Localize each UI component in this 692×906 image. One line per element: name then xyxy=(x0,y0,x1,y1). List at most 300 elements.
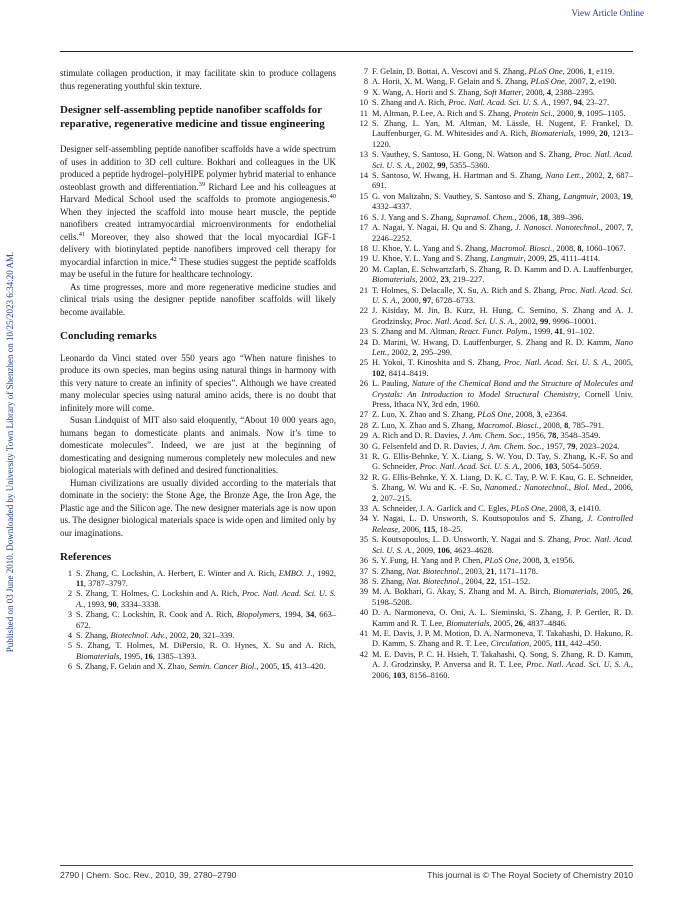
reference-source: Biopolymers xyxy=(236,610,280,620)
reference-item xyxy=(356,452,633,473)
reference-item xyxy=(356,244,633,254)
reference-text: , 1997, xyxy=(548,98,574,108)
reference-number: 22 xyxy=(359,306,368,316)
reference-text: , 2000, xyxy=(552,108,578,118)
reference-volume: 7 xyxy=(626,223,631,233)
reference-text: , 23–27. xyxy=(581,98,610,108)
reference-item xyxy=(356,88,633,98)
reference-text: , 2005, xyxy=(256,662,282,672)
reference-text: , 1994, xyxy=(279,610,306,620)
reference-number: 41 xyxy=(359,628,368,638)
reference-item xyxy=(356,119,633,150)
reference-item xyxy=(356,265,633,286)
reference-item xyxy=(356,327,633,337)
reference-text: M. Altman, P. Lee, A. Rich and S. Zhang, xyxy=(372,108,514,118)
reference-text: S. Y. Fung, H. Yang and P. Chen, xyxy=(372,556,485,566)
reference-number: 2 xyxy=(67,589,72,599)
reference-number: 14 xyxy=(359,171,368,181)
reference-volume: 3 xyxy=(536,410,541,420)
reference-text: , 1213–1220. xyxy=(372,129,633,149)
reference-text: S. Zhang and A. Rich, xyxy=(372,98,449,108)
reference-text: S. Zhang, xyxy=(372,566,407,576)
left-column xyxy=(60,67,336,673)
reference-text: , e1410. xyxy=(574,504,602,514)
section-heading-concluding: Concluding remarks xyxy=(60,330,157,342)
reference-text: , 2006, xyxy=(514,212,540,222)
reference-number: 28 xyxy=(359,420,368,430)
reference-volume: 19 xyxy=(622,191,631,201)
reference-text: , 321–339. xyxy=(198,630,235,640)
reference-text: , 2008, xyxy=(521,87,547,97)
reference-text: , 5054–5059. xyxy=(557,462,602,472)
reference-volume: 106 xyxy=(437,545,450,555)
reference-volume: 15 xyxy=(281,662,290,672)
reference-source: J. Controlled Release xyxy=(372,514,634,534)
reference-number: 26 xyxy=(359,379,368,389)
reference-item xyxy=(356,171,633,192)
reference-source: Circulation xyxy=(490,639,530,649)
reference-text: , e190. xyxy=(594,77,617,87)
reference-text: , 2006, xyxy=(562,67,588,76)
citation-42[interactable]: 42 xyxy=(170,255,177,263)
reference-source: PLoS One xyxy=(530,77,565,87)
intro-paragraph: stimulate collagen production, it may facilitate skin to produce collagens thus regenerating youthful skin texture. xyxy=(60,68,336,91)
reference-number: 38 xyxy=(359,576,368,586)
reference-text: , 1060–1067. xyxy=(581,243,626,253)
reference-text: , 663–672. xyxy=(76,610,337,630)
reference-text: S. Zhang, L. Yan, M. Altman, M. Lässle, H. Nugent, F. Frankel, D. Lauffenburger, G. M. Whitesides and A. Rich, xyxy=(372,119,633,139)
reference-text: , 2006, xyxy=(372,660,633,680)
reference-item xyxy=(356,98,633,108)
reference-text: , 8414–8419. xyxy=(384,368,429,378)
reference-item xyxy=(356,514,633,535)
reference-number: 40 xyxy=(359,608,368,618)
concluding-paragraph-1: Leonardo da Vinci stated over 550 years ago “When nature finishes to produce its own species, man begins using natural things in harmony with this very nature to create an infinity of species”. Although we have created many molecular species using natural amino acids, there is no doubt that infinitely more will come. xyxy=(60,352,336,413)
reference-volume: 2 xyxy=(589,77,595,87)
reference-text: S. J. Yang and S. Zhang, xyxy=(372,212,456,222)
reference-volume: 9 xyxy=(577,108,582,118)
reference-item xyxy=(356,358,633,379)
reference-text: , 1385–1393. xyxy=(152,651,197,661)
reference-item xyxy=(356,577,633,587)
reference-number: 42 xyxy=(359,649,368,659)
reference-text: , 219–227. xyxy=(448,275,485,285)
reference-item xyxy=(60,641,336,662)
reference-volume: 41 xyxy=(554,327,563,337)
reference-text: L. Pauling, xyxy=(372,379,412,389)
reference-text: , 2002, xyxy=(581,171,608,181)
reference-number: 6 xyxy=(67,662,72,672)
reference-text: , 1993, xyxy=(83,599,109,609)
references-list-left xyxy=(60,569,336,673)
reference-text: , 1095–1105. xyxy=(581,108,626,118)
reference-item xyxy=(356,473,633,504)
reference-volume: 3 xyxy=(543,556,548,566)
reference-volume: 3 xyxy=(570,504,575,514)
reference-item xyxy=(356,67,633,77)
reference-number: 32 xyxy=(359,472,368,482)
reference-item xyxy=(356,421,633,431)
reference-source: Proc. Natl. Acad. Sci. U. S. A. xyxy=(76,589,336,609)
reference-source: Biomaterials xyxy=(446,618,490,628)
reference-volume: 26 xyxy=(514,618,523,628)
reference-text: , e2364. xyxy=(540,410,568,420)
reference-item xyxy=(356,306,633,327)
footer-citation: 2790 | Chem. Soc. Rev., 2010, 39, 2780–2790 xyxy=(60,870,237,880)
reference-text: , 2002, xyxy=(412,160,438,170)
reference-text: , 1171–1178. xyxy=(494,566,538,576)
reference-text: , 4837–4846. xyxy=(522,618,567,628)
reference-source: Proc. Natl. Acad. Sci. U. S. A. xyxy=(372,285,634,305)
reference-volume: 20 xyxy=(190,630,199,640)
reference-text: , 3334–3338. xyxy=(116,599,161,609)
reference-volume: 2 xyxy=(607,171,612,181)
reference-text: S. Zhang, C. Lockshin, A. Herbert, E. Winter and A. Rich, xyxy=(76,568,279,578)
reference-text: , 1999, xyxy=(573,129,600,139)
reference-number: 34 xyxy=(359,514,368,524)
reference-text: , 2004, xyxy=(461,576,487,586)
reference-text: , Cornell Univ. Press, Ithaca NY, 3rd edn, 1960. xyxy=(372,389,633,409)
reference-number: 39 xyxy=(359,587,368,597)
reference-item xyxy=(356,608,633,629)
reference-number: 35 xyxy=(359,535,368,545)
reference-source: Supramol. Chem. xyxy=(456,212,515,222)
concluding-paragraph-3: Human civilizations are usually divided according to the materials that dominate in the society: the Stone Age, the Bronze Age, the Iron Age, the Plastic age and the Silicon age. The new designer materials age is now upon us. The designer biological materials space is wide open and limited only by our imaginations. xyxy=(60,477,336,538)
reference-text: U. Khoe, Y. L. Yang and S. Zhang, xyxy=(372,243,491,253)
reference-number: 17 xyxy=(359,223,368,233)
reference-volume: 2 xyxy=(372,493,377,503)
reference-text: S. Zhang, xyxy=(76,630,111,640)
reference-text: , 18–25. xyxy=(435,524,463,534)
view-article-online-link[interactable]: View Article Online xyxy=(571,8,644,18)
reference-volume: 8 xyxy=(564,420,569,430)
reference-source: Biomaterials xyxy=(372,275,416,285)
reference-number: 16 xyxy=(359,212,368,222)
reference-text: , 5355–5360. xyxy=(445,160,490,170)
reference-text: J. Kisiday, M. Jin, B. Kurz, H. Hung, C. Semino, S. Zhang and A. J. Grodzinsky, xyxy=(372,306,633,326)
reference-text: G. von Maltzahn, S. Vauthey, S. Santoso and S. Zhang, xyxy=(372,191,564,201)
reference-volume: 111 xyxy=(554,639,566,649)
reference-item xyxy=(356,213,633,223)
reference-source: Langmuir xyxy=(490,254,524,264)
reference-source: J. Am. Chem. Soc. xyxy=(480,441,542,451)
reference-number: 15 xyxy=(359,191,368,201)
reference-text: , 1999, xyxy=(529,327,555,337)
reference-number: 20 xyxy=(359,264,368,274)
reference-text: U. Khoe, Y. L. Yang and S. Zhang, xyxy=(372,254,491,264)
reference-text: , 2007, xyxy=(564,77,590,87)
reference-text: , 2009, xyxy=(523,254,549,264)
reference-source: Nano Lett. xyxy=(372,337,633,357)
reference-item xyxy=(356,254,633,264)
reference-source: Langmuir xyxy=(563,191,597,201)
reference-text: , 207–215. xyxy=(376,493,412,503)
reference-text: , 2008, xyxy=(511,410,537,420)
header-rule xyxy=(60,51,633,52)
reference-text: , 2023–2024. xyxy=(575,441,620,451)
reference-text: , 3548–3549. xyxy=(556,431,601,441)
reference-item xyxy=(60,589,336,610)
reference-text: , 2008, xyxy=(552,243,578,253)
reference-volume: 23 xyxy=(440,275,449,285)
reference-number: 8 xyxy=(363,77,368,87)
reference-text: S. Zhang, T. Holmes, M. DiPersio, R. O. Hynes, X. Su and A. Rich, xyxy=(76,641,336,651)
reference-volume: 102 xyxy=(372,368,385,378)
reference-text: A. Schneider, J. A. Garlick and C. Egles, xyxy=(372,504,511,514)
reference-text: , 2006, xyxy=(398,524,424,534)
reference-text: , 8156–8160. xyxy=(405,670,450,680)
reference-item xyxy=(356,109,633,119)
reference-volume: 18 xyxy=(539,212,548,222)
reference-number: 19 xyxy=(359,254,368,264)
reference-text: , 9996–10001. xyxy=(548,316,597,326)
reference-text: , 4623–4628. xyxy=(449,545,494,555)
reference-text: T. Holmes, S. Delacalle, X. Su, A. Rich and S. Zhang, xyxy=(372,285,560,295)
reference-source: Biomaterials xyxy=(553,587,597,597)
reference-text: S. Zhang, F. Gelain and X. Zhao, xyxy=(76,662,189,672)
reference-volume: 22 xyxy=(486,576,495,586)
scaffolds-paragraph-1: Designer self-assembling peptide nanofiber scaffolds have a wide spectrum of uses in addition to 3D cell culture. Bokhari and colleagues in the UK produced a peptide hydrogel–polyHIPE polymer hybrid material to enhance osteoblast growth and differentiation.$^{39}$ Richard Lee and his colleagues at Harvard Medical School used the scaffolds to promote angiogenesis.$^{40}$ When they injected the scaffold into mouse heart muscle, the peptide nanofibers created intramyocardial microenvironments for endothelial cells.$^{41}$ Moreover, they also showed that the local myocardial IGF-1 delivery with biotinylated peptide nanofibers improved cell therapy for myocardial infarction in mice.$^{42}$ These studies suggest the peptide scaffolds may be useful in the future for healthcare technology. xyxy=(60,144,337,279)
reference-text: , 2003, xyxy=(461,566,487,576)
reference-text: M. E. Davis, J. P. M. Motion, D. A. Narmoneva, T. Takahashi, D. Hakuno, R. D. Kamm, S. Zhang and R. T. Lee, xyxy=(372,628,633,649)
reference-item xyxy=(356,442,633,452)
reference-volume: 34 xyxy=(305,610,315,620)
reference-item xyxy=(356,223,633,244)
reference-number: 4 xyxy=(67,630,72,640)
reference-text: D. A. Narmoneva, O. Oni, A. L. Sieminski, S. Zhang, J. P. Gertler, R. D. Kamm and R. T. Lee, xyxy=(372,608,633,628)
reference-number: 10 xyxy=(359,98,368,108)
reference-source: Soft Matter xyxy=(483,87,522,97)
reference-text: S. Vauthey, S. Santoso, H. Gong, N. Watson and S. Zhang, xyxy=(372,150,575,160)
reference-text: , 6728–6733. xyxy=(431,295,476,305)
reference-text: , 1956, xyxy=(522,431,548,441)
reference-item xyxy=(60,569,336,590)
page-footer xyxy=(60,870,633,884)
reference-number: 18 xyxy=(359,243,368,253)
reference-text: , 2005, xyxy=(596,587,623,597)
reference-text: , 91–102. xyxy=(562,327,595,337)
reference-text: , 295–299. xyxy=(416,347,453,357)
reference-text: , 2005, xyxy=(489,618,515,628)
reference-item xyxy=(356,150,633,171)
reference-text: M. A. Bokhari, G. Akay, S. Zhang and M. A. Birch, xyxy=(372,587,554,597)
reference-text: , 3787–3797. xyxy=(83,578,128,588)
reference-text: , 2002, xyxy=(387,347,413,357)
reference-source: Proc. Natl. Acad. Sci. U. S. A. xyxy=(419,462,520,472)
reference-source: Proc. Natl. Acad. Sci. U. S. A. xyxy=(503,358,610,368)
reference-source: Nat. Biotechnol. xyxy=(406,566,462,576)
reference-number: 1 xyxy=(67,568,72,578)
reference-text: S. Koutsopoulos, L. D. Unsworth, Y. Nagai and S. Zhang, xyxy=(372,535,574,545)
section-heading-scaffolds: Designer self-assembling peptide nanofiber scaffolds for reparative, regenerative medicine and tissue engineering xyxy=(60,104,325,130)
reference-volume: 25 xyxy=(548,254,557,264)
reference-text: , 2388–2395. xyxy=(551,87,595,97)
reference-text: , 2002, xyxy=(514,316,540,326)
references-heading: References xyxy=(60,551,112,563)
reference-text: D. Marini, W. Hwang, D. Lauffenburger, S. Zhang and R. D. Kamm, xyxy=(372,337,615,347)
citation-40[interactable]: 40 xyxy=(329,193,336,200)
reference-source: React. Funct. Polym. xyxy=(459,327,530,337)
reference-text: , 151–152. xyxy=(494,576,531,586)
reference-volume: 103 xyxy=(392,670,406,680)
reference-item xyxy=(356,650,633,681)
reference-number: 25 xyxy=(359,358,368,368)
reference-source: Macromol. Biosci. xyxy=(477,420,539,430)
footer-copyright: This journal is © The Royal Society of Chemistry 2010 xyxy=(427,870,633,880)
concluding-paragraph-2: Susan Lindquist of MIT also said eloquently, “About 10 000 years ago, humans began to domesticate plants and animals. Now it’s time to domesticate molecules”. Indeed, we are just at the beginning of domesticating and designing numerous completely new molecules and new biological materials with defined and desired functionalities. xyxy=(60,415,336,475)
citation-39[interactable]: 39 xyxy=(198,180,206,188)
reference-text: Z. Luo, X. Zhao and S. Zhang, xyxy=(372,420,478,430)
reference-source: PLoS One xyxy=(477,410,512,420)
reference-text: , 2006, xyxy=(519,462,545,472)
reference-item xyxy=(60,631,336,641)
reference-item xyxy=(356,77,633,87)
reference-item xyxy=(356,629,633,650)
reference-source: Nat. Biotechnol. xyxy=(406,576,462,586)
reference-text: R. G. Ellis-Behnke, Y. X. Liang, D. K. C. Tay, P. W. F. Kau, G. E. Schneider, S. Zhang, W. Wu and K. -F. So, xyxy=(372,472,633,493)
reference-source: Proc. Natl. Acad. Sci. U. S. A. xyxy=(526,660,631,670)
reference-item xyxy=(356,431,633,441)
reference-source: Proc. Natl. Acad. Sci. U. S. A. xyxy=(372,535,634,555)
reference-text: S. Zhang and M. Altman, xyxy=(372,327,460,337)
reference-text: , 2000, xyxy=(397,295,423,305)
reference-number: 9 xyxy=(363,87,368,97)
reference-source: Biotechnol. Adv. xyxy=(110,630,166,640)
reference-volume: 103 xyxy=(544,462,558,472)
reference-text: X. Wang, A. Horii and S. Zhang, xyxy=(372,87,484,97)
reference-source: J. Am. Chem. Soc. xyxy=(461,431,523,441)
reference-number: 33 xyxy=(359,504,368,514)
reference-volume: 16 xyxy=(144,651,153,661)
reference-volume: 11 xyxy=(76,578,84,588)
references-list-right xyxy=(356,67,633,681)
reference-source: J. Nanosci. Nanotechnol. xyxy=(515,223,601,233)
reference-number: 11 xyxy=(359,108,368,118)
reference-text: M. E. Davis, P. C. H. Hsieh, T. Takahashi, Q. Song, S. Zhang, R. D. Kamm, A. J. Grodzinsky, P. Anversa and R. T. Lee, xyxy=(372,649,633,670)
reference-item xyxy=(60,610,336,631)
reference-number: 24 xyxy=(359,337,368,347)
reference-item xyxy=(356,556,633,566)
reference-source: EMBO. J. xyxy=(278,568,313,578)
reference-text: , 2005, xyxy=(529,639,555,649)
reference-volume: 97 xyxy=(422,295,432,305)
reference-text: , 1957, xyxy=(541,441,568,451)
reference-item xyxy=(60,662,336,672)
side-note-text: Published on 03 June 2010. Downloaded by University Town Library of Shenzhen on 10/25/2023 6:34:20 AM. xyxy=(5,251,16,653)
reference-item xyxy=(356,286,633,307)
reference-source: Biomaterials xyxy=(530,129,574,139)
reference-number: 29 xyxy=(359,431,368,441)
scaffolds-paragraph-2: As time progresses, more and more regenerative medicine studies and clinical trials using the designer peptide nanofiber scaffolds will likely become available. xyxy=(60,281,336,317)
reference-text: , 2007, xyxy=(600,223,627,233)
reference-volume: 115 xyxy=(423,524,436,534)
reference-text: G. Felsenfeld and D. R. Davies, xyxy=(372,441,481,451)
reference-source: Biomaterials xyxy=(76,651,120,661)
reference-volume: 94 xyxy=(573,98,582,108)
reference-source: PLoS One xyxy=(484,556,519,566)
reference-source: PLoS One xyxy=(528,67,563,76)
reference-text: , 2008, xyxy=(544,504,571,514)
reference-item xyxy=(356,535,633,556)
reference-text: A. Horii, X. M. Wang, F. Gelain and S. Zhang, xyxy=(372,77,531,87)
reference-source: Nanomed.: Nanotechnol., Biol. Med. xyxy=(484,483,610,493)
reference-source: Nature of the Chemical Bond and the Structure of Molecules and Crystals: An Introduction to Model Structural Chemistry xyxy=(372,379,633,399)
reference-number: 23 xyxy=(359,327,368,337)
reference-number: 12 xyxy=(359,119,368,129)
reference-item xyxy=(356,410,633,420)
reference-text: S. Santoso, W. Hwang, H. Hartman and S. Zhang, xyxy=(372,171,546,181)
reference-text: , 2006, xyxy=(609,483,634,493)
reference-text: , 2008, xyxy=(518,556,544,566)
reference-number: 5 xyxy=(67,641,72,651)
reference-source: Semin. Cancer Biol. xyxy=(188,662,257,672)
reference-number: 30 xyxy=(359,441,368,451)
reference-text: A. Nagai, Y. Nagai, H. Qu and S. Zhang, xyxy=(372,223,516,233)
reference-item xyxy=(356,504,633,514)
reference-volume: 26 xyxy=(622,587,631,597)
reference-volume: 2 xyxy=(412,347,417,357)
reference-text: , 4332–4337. xyxy=(372,191,634,212)
reference-text: , 2009, xyxy=(412,545,438,555)
reference-volume: 1 xyxy=(587,67,592,76)
reference-text: , 2003, xyxy=(596,191,623,201)
reference-number: 37 xyxy=(359,566,368,576)
reference-text: S. Zhang, C. Lockshin, R. Cook and A. Rich, xyxy=(76,610,237,620)
reference-number: 13 xyxy=(359,150,368,160)
reference-text: , 2002, xyxy=(165,630,191,640)
reference-volume: 4 xyxy=(546,87,551,97)
reference-text: , e1956. xyxy=(547,556,575,566)
reference-item xyxy=(356,192,633,213)
reference-text: A. Rich and D. R. Davies, xyxy=(372,431,462,441)
reference-text: , 2008, xyxy=(538,420,565,430)
reference-text: R. G. Ellis-Behnke, Y. X. Liang, S. W. You, D. Tay, S. Zhang, K.-F. So and G. Schneider, xyxy=(372,452,633,472)
reference-volume: 21 xyxy=(486,566,495,576)
reference-number: 27 xyxy=(359,410,368,420)
reference-number: 21 xyxy=(359,285,368,295)
reference-source: Proc. Natl. Acad. Sci. U. S. A. xyxy=(372,150,634,170)
citation-41[interactable]: 41 xyxy=(78,230,86,238)
footer-rule xyxy=(60,865,633,866)
reference-text: , 1995, xyxy=(119,651,145,661)
reference-volume: 90 xyxy=(108,599,117,609)
reference-text: , 442–450. xyxy=(565,639,602,649)
reference-volume: 20 xyxy=(599,129,608,139)
reference-item xyxy=(356,379,633,410)
reference-number: 3 xyxy=(67,610,72,620)
reference-text: , 785–791. xyxy=(568,420,604,430)
reference-source: Macromol. Biosci. xyxy=(490,243,553,253)
reference-item xyxy=(356,587,633,608)
reference-text: H. Yokoi, T. Kinoshita and S. Zhang, xyxy=(372,358,504,368)
reference-text: S. Zhang, T. Holmes, C. Lockshin and A. Rich, xyxy=(76,589,242,599)
reference-text: , 5198–5208. xyxy=(372,587,634,607)
reference-text: , e119. xyxy=(591,67,615,76)
reference-source: Proc. Natl. Acad. Sci. U. S. A. xyxy=(448,98,549,108)
reference-volume: 99 xyxy=(539,316,549,326)
reference-text: S. Zhang, xyxy=(372,576,407,586)
reference-text: F. Gelain, D. Bottai, A. Vescovi and S. Zhang, xyxy=(372,67,529,76)
reference-item xyxy=(356,567,633,577)
reference-source: Protein Sci. xyxy=(513,108,553,118)
publication-side-note xyxy=(5,142,15,762)
reference-text: , 2246–2252. xyxy=(372,223,634,243)
reference-text: , 389–396. xyxy=(547,212,584,222)
reference-text: , 413–420. xyxy=(289,662,326,672)
reference-number: 36 xyxy=(359,556,368,566)
reference-volume: 79 xyxy=(567,441,576,451)
reference-source: PLoS One xyxy=(510,504,545,514)
